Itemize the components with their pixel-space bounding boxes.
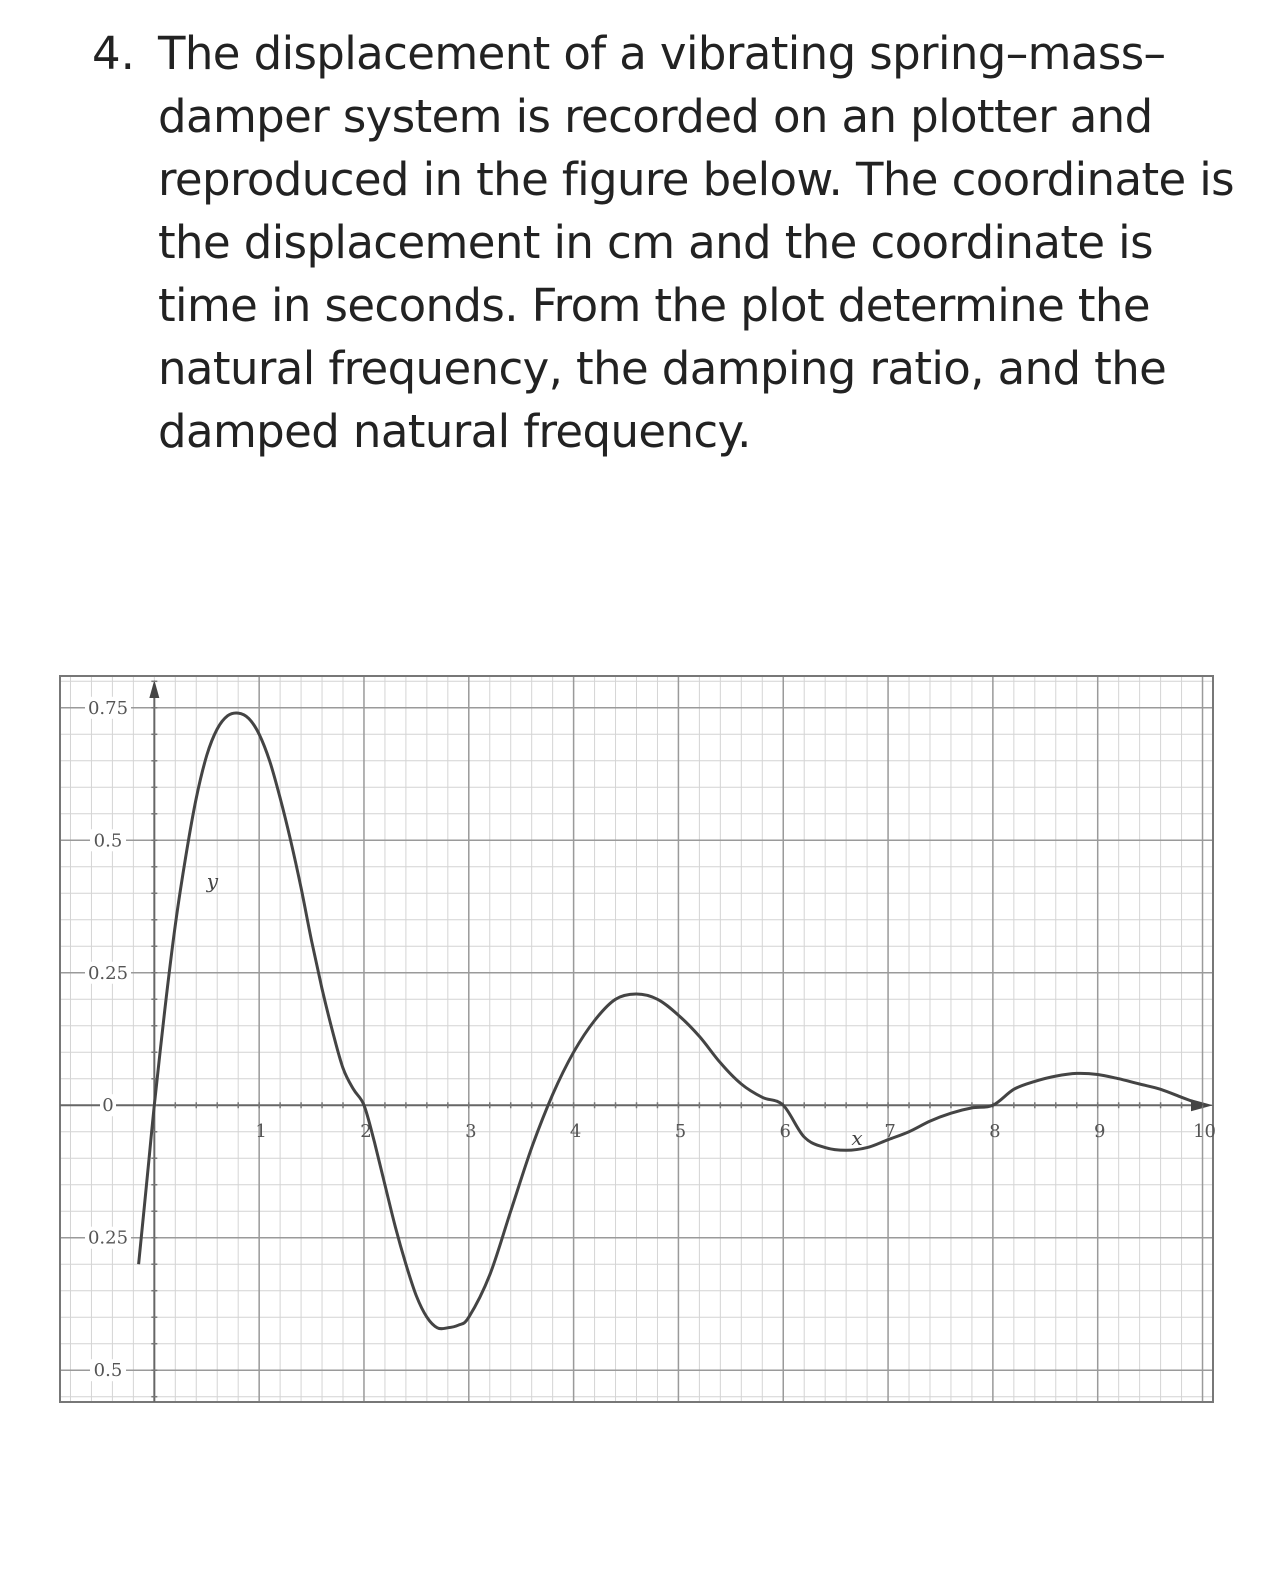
- problem-number: 4.: [92, 27, 135, 80]
- y-axis-arrow: [149, 680, 159, 698]
- y-tick-label: 0.75: [87, 697, 129, 719]
- x-tick-label: 1: [255, 1121, 267, 1143]
- y-tick-label: 0.5: [93, 1360, 123, 1382]
- x-tick-label: 8: [989, 1121, 1001, 1143]
- x-tick-label: 7: [884, 1121, 896, 1143]
- y-tick-label: 0.25: [87, 962, 129, 984]
- x-tick-label: 9: [1093, 1121, 1106, 1143]
- y-tick-label: 0.5: [93, 830, 123, 852]
- x-tick-label: 4: [569, 1121, 582, 1143]
- series-line: [139, 713, 1203, 1329]
- x-axis-label: x: [851, 1126, 863, 1151]
- y-axis-label: y: [206, 868, 219, 893]
- x-tick-label: 2: [360, 1121, 372, 1143]
- problem-text: The displacement of a vibrating spring–mass–damper system is recorded on an plotter and reproduced in the figure below. The coordinate is the displacement in cm and the coordinate is time in seconds. From the plot determine the natural frequency, the damping ratio, and the damped natural frequency.: [158, 27, 1235, 458]
- y-tick-label: 0: [102, 1095, 114, 1117]
- x-tick-label: 10: [1193, 1121, 1216, 1143]
- displacement-chart: [0, 660, 1276, 1440]
- y-tick-label: 0.25: [87, 1227, 129, 1249]
- chart-svg: [0, 660, 1276, 1440]
- x-tick-label: 5: [674, 1121, 687, 1143]
- x-tick-label: 6: [779, 1121, 791, 1143]
- minor-grid: [60, 676, 1213, 1402]
- x-tick-label: 3: [465, 1121, 477, 1143]
